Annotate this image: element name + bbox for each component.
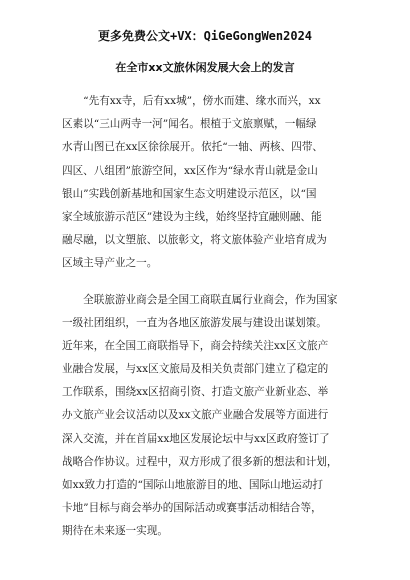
text-line: 区域主导产业之一。: [62, 257, 158, 270]
paragraph-1: [62, 90, 350, 276]
text-line: 一级社团组织，一直为各地区旅游发展与建设出谋划策。: [62, 316, 327, 329]
document-body: [62, 90, 350, 544]
text-line: 业融合发展，与xx区文旅局及相关负责部门建立了稳定的: [62, 363, 329, 376]
text-line: 深入交流，并在首届xx地区发展论坛中与xx区政府签订了: [62, 432, 330, 445]
text-line: 战略合作协议。过程中，双方形成了很多新的想法和计划，: [62, 455, 338, 468]
text-line: 银山”实践创新基地和国家生态文明建设示范区，以“国: [62, 187, 317, 200]
text-line: 全联旅游业商会是全国工商联直属行业商会，作为国家: [62, 293, 338, 306]
text-line: “先有xx寺，后有xx城”，傍水而建、缘水而兴，xx: [62, 95, 321, 107]
text-line: 四区、八组团”旅游空间，xx区作为“绿水青山就是金山: [62, 164, 318, 177]
text-line: 工作联系，围绕xx区招商引资、打造文旅产业新业态、举: [62, 386, 329, 399]
paragraph-2: [62, 289, 350, 544]
promo-header: 更多免费公文+VX：QiGeGongWen2024: [97, 29, 313, 43]
text-line: 如xx致力打造的“国际山地旅游目的地、国际山地运动打: [62, 479, 324, 491]
text-line: 卡地”目标与商会举办的国际活动或赛事活动相结合等，: [62, 502, 322, 515]
document-title: 在全市xx文旅休闲发展大会上的发言: [115, 61, 295, 74]
text-line: 区素以“三山两寺一河”闻名。根植于文旅禀赋，一幅绿: [62, 118, 317, 131]
text-line: 期待在未来逐一实现。: [62, 525, 168, 538]
text-line: 办文旅产业会议活动以及xx文旅产业融合发展等方面进行: [62, 409, 329, 422]
text-line: 水青山图已在xx区徐徐展开。依托“一轴、两核、四带、: [62, 141, 324, 154]
text-line: 家全域旅游示范区”建设为主线，始终坚持宜融则融、能: [62, 210, 322, 223]
text-line: 近年来，在全国工商联指导下，商会持续关注xx区文旅产: [62, 339, 329, 352]
text-line: 融尽融，以文塑旅、以旅彰文，将文旅体验产业培育成为: [62, 234, 327, 247]
paragraph-spacer: [62, 276, 350, 289]
